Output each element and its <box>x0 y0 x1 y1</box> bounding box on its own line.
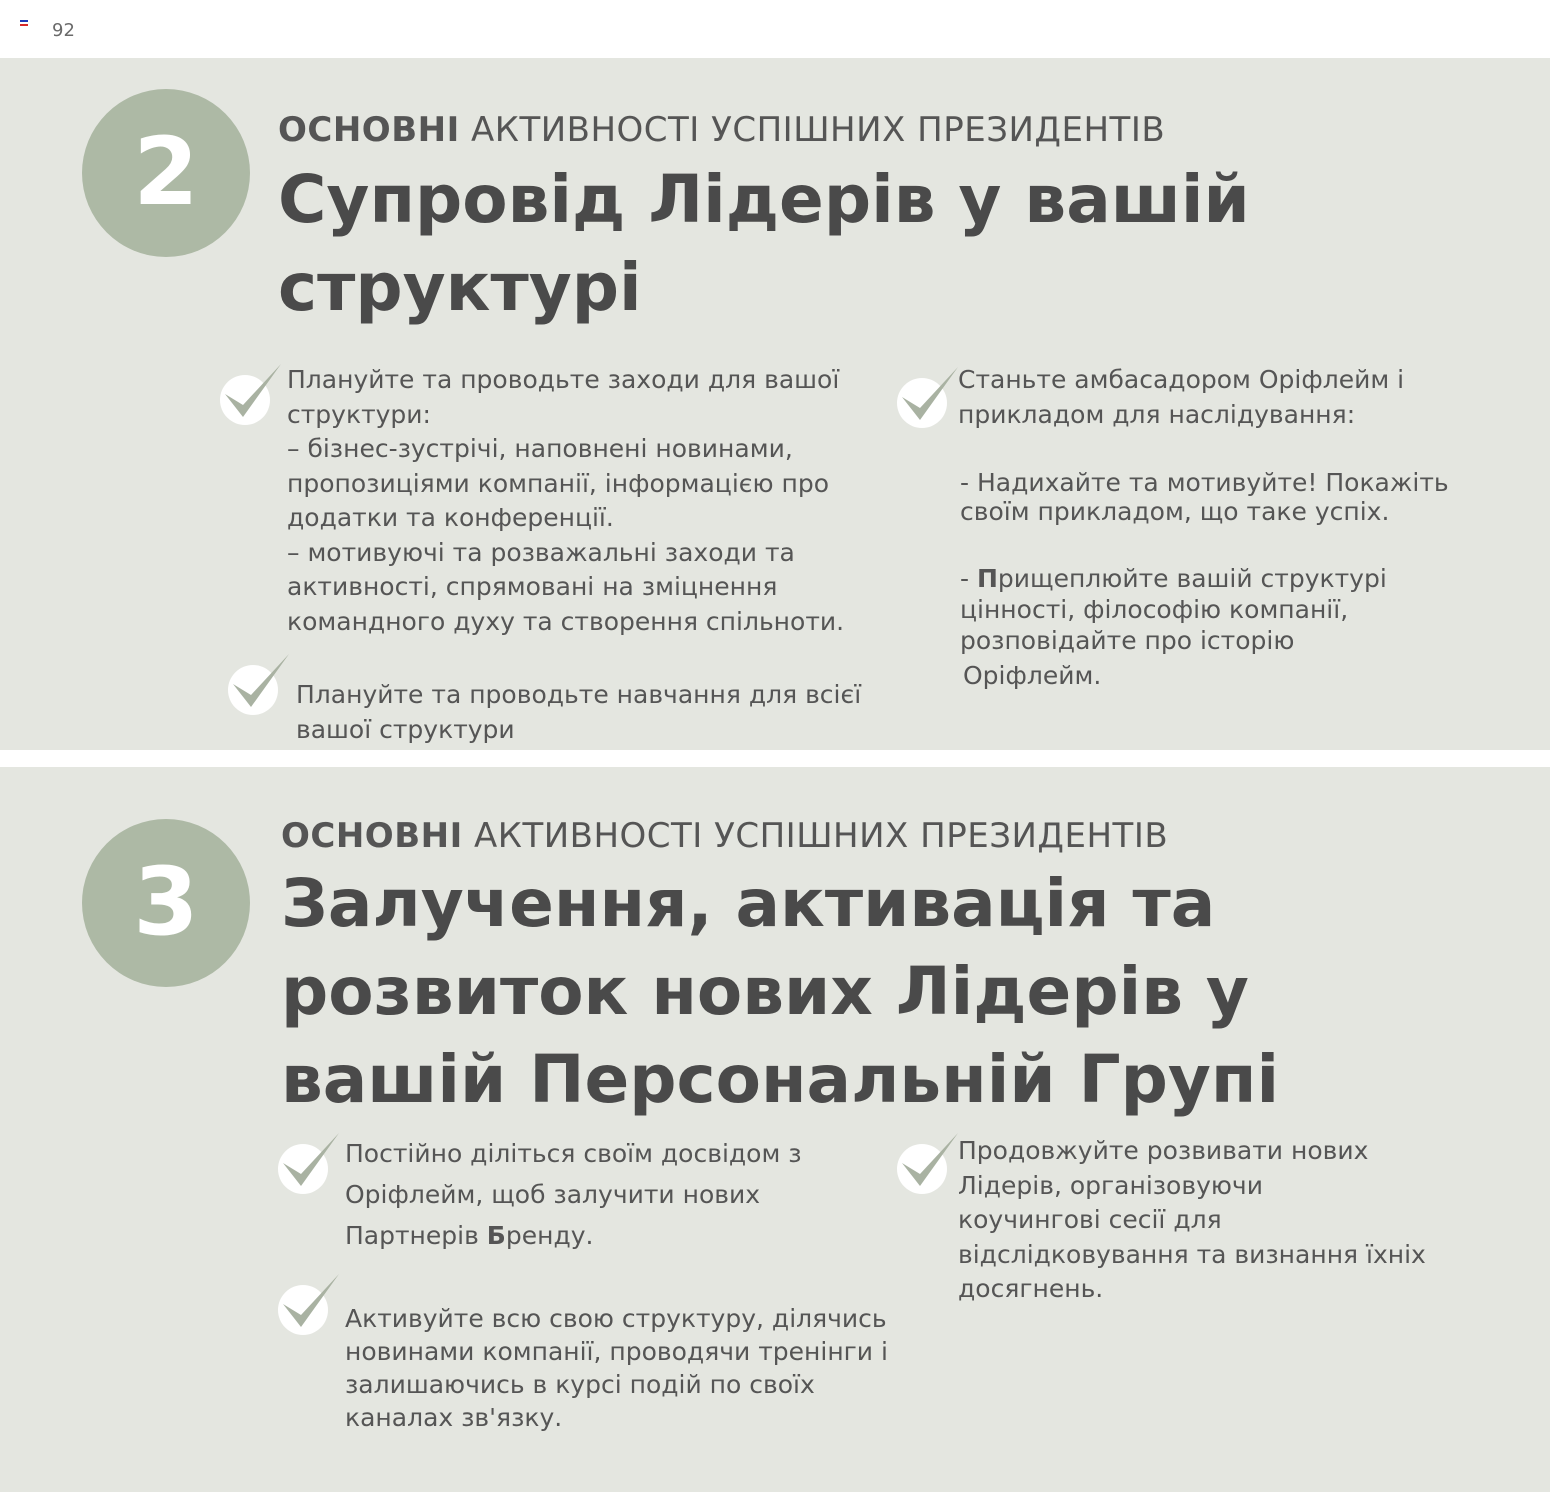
title-line: Супровід Лідерів у вашій <box>278 161 1250 238</box>
text-line: відслідковування та визнання їхніх <box>958 1239 1426 1269</box>
section-title <box>281 860 1279 1124</box>
text-line: Плануйте та проводьте заходи для вашої <box>287 365 840 394</box>
kicker-rest: АКТИВНОСТІ УСПІШНИХ ПРЕЗИДЕНТІВ <box>474 816 1169 856</box>
list-item-text <box>345 1133 802 1256</box>
text-line: досягнень. <box>958 1274 1104 1303</box>
text-line: прикладом для наслідування: <box>958 399 1356 429</box>
text-line: активності, спрямовані на зміцнення <box>287 572 778 601</box>
list-item-text <box>345 1302 888 1434</box>
kicker-bold: ОСНОВНІ <box>278 110 460 150</box>
text-fragment: ренду. <box>505 1221 594 1250</box>
title-line: вашій Персональній Групі <box>281 1041 1280 1118</box>
text-line: Станьте амбасадором Оріфлейм і <box>958 365 1405 394</box>
section-title <box>278 156 1250 332</box>
list-item-text <box>287 363 844 639</box>
checkmark-icon <box>276 1271 348 1341</box>
text-line: коучингові сесії для <box>958 1205 1222 1234</box>
text-fragment: П <box>976 564 998 593</box>
text-line: розповідайте про історію <box>960 626 1295 655</box>
list-subpoint-text <box>960 563 1387 691</box>
text-fragment: - <box>960 564 977 593</box>
section-number-badge: 3 <box>82 819 250 987</box>
text-line: залишаючись в курсі подій по своїх <box>345 1370 815 1399</box>
kicker-rest: АКТИВНОСТІ УСПІШНИХ ПРЕЗИДЕНТІВ <box>471 110 1166 150</box>
flag-icon <box>20 20 28 26</box>
section-2-panel <box>0 58 1550 750</box>
title-line: розвиток нових Лідерів у <box>281 953 1249 1030</box>
text-line <box>345 1215 802 1256</box>
section-kicker <box>281 816 1168 856</box>
text-line: цінності, філософію компанії, <box>960 595 1349 624</box>
text-line: Продовжуйте розвивати нових <box>958 1136 1369 1165</box>
text-line <box>960 563 1387 594</box>
page-number: 92 <box>52 20 75 41</box>
text-fragment: рищеплюйте вашій структурі <box>997 564 1387 593</box>
text-line: новинами компанії, проводячи тренінги і <box>345 1337 888 1366</box>
text-line: Оріфлейм. <box>963 661 1102 690</box>
section-kicker <box>278 110 1165 150</box>
text-line: Оріфлейм, щоб залучити нових <box>345 1180 761 1209</box>
title-line: структурі <box>278 249 642 326</box>
page-header <box>0 0 1550 58</box>
section-3-panel <box>0 767 1550 1492</box>
list-item-text <box>296 678 861 747</box>
checkmark-icon <box>226 651 298 721</box>
text-line: Постійно діліться своїм досвідом з <box>345 1139 802 1168</box>
checkmark-icon <box>218 361 290 431</box>
text-line: командного духу та створення спільноти. <box>287 606 845 636</box>
text-line: - Надихайте та мотивуйте! Покажіть <box>960 468 1449 497</box>
checkmark-icon <box>895 364 967 434</box>
text-fragment: Б <box>486 1221 506 1250</box>
text-line: структури: <box>287 399 431 429</box>
text-line: – мотивуючі та розважальні заходи та <box>287 537 795 567</box>
text-line: Плануйте та проводьте навчання для всієї <box>296 680 862 709</box>
text-fragment: Партнерів <box>345 1221 487 1250</box>
text-line: – бізнес-зустрічі, наповнені новинами, <box>287 434 793 463</box>
title-line: Залучення, активація та <box>281 865 1216 942</box>
text-line: Активуйте всю свою структуру, ділячись <box>345 1304 887 1333</box>
text-line: своїм прикладом, що таке успіх. <box>960 497 1390 526</box>
list-item-text <box>958 363 1404 432</box>
checkmark-icon <box>895 1130 967 1200</box>
text-line: додатки та конференції. <box>287 503 614 532</box>
text-line: вашої структури <box>296 714 515 744</box>
text-line: пропозиціями компанії, інформацією про <box>287 468 829 498</box>
kicker-bold: ОСНОВНІ <box>281 816 463 856</box>
flag-stripe-bottom <box>20 24 28 26</box>
list-item-text <box>958 1134 1426 1307</box>
checkmark-icon <box>276 1130 348 1200</box>
text-line: Лідерів, організовуючи <box>958 1170 1263 1200</box>
list-subpoint-text <box>960 468 1449 526</box>
text-line: каналах зв'язку. <box>345 1403 563 1432</box>
section-number-badge: 2 <box>82 89 250 257</box>
